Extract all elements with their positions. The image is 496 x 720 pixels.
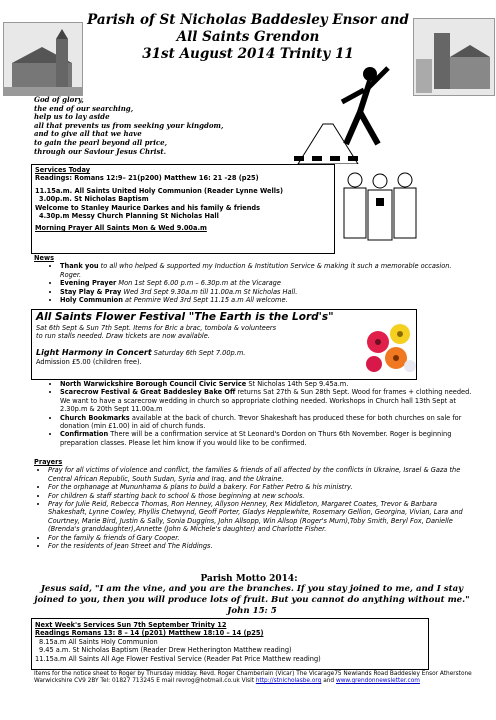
morning-prayer-line: Morning Prayer All Saints Mon & Wed 9.00a.m [35,224,207,233]
next-week-services-box [31,618,429,670]
next-week-line: 11.15a.m All Saints All Age Flower Festival Service (Reader Pat Price Matthew reading) [35,654,321,663]
news-item-text: returns Sat 27th & Sun 28th Sept. Wood for frames + clothing needed. We want to have a scarecrow wedding in church so appropriate clothing needed. Workshops in Church hall 13th Sept at 2.30p.m & 20th Sept 11.00a.m [60,388,472,414]
prayer-item: • For the orphanage at Mununhama & plans to build a bakery. For Father Petro & his ministry. [48,483,478,491]
news-item-title: Stay Play & Pray [60,287,122,296]
news-item [60,279,474,287]
next-week-readings: Readings Romans 13: 8 – 14 (p201) Matthew 18:10 – 14 (p25) [35,629,264,638]
footer-and: and [321,678,336,685]
news-item [60,296,474,304]
news-item-title: Confirmation [60,430,109,439]
stnicholas-link[interactable]: http://stnicholasbe.org [255,678,322,685]
concert-line [36,348,412,358]
prayer-item: • For the residents of Jean Street and The Riddings. [48,542,478,550]
news-item-text: There will be a confirmation service at St Leonard's Dordon on Thurs 6th November. Roger is beginning preparation classes. Please let him know if you would like to be confirmed. [60,430,452,447]
flowers-illustration [360,320,420,378]
flower-festival-title: All Saints Flower Festival "The Earth is the Lord's" [36,311,334,323]
st-nicholas-church-photo [3,22,83,96]
footer [34,671,474,686]
news-item-title: Scarecrow Festival & Great Baddesley Bake Off [60,388,236,397]
news-item-title: North Warwickshire Borough Council Civic Service [60,380,247,388]
news-item-title: Thank you [60,262,99,271]
service-line: 3.00p.m. St Nicholas Baptism [39,195,149,204]
concert-date: Saturday 6th Sept 7.00p.m. [151,348,246,357]
news-item-title: Holy Communion [60,296,123,305]
news-item-text: St Nicholas 14th Sep 9.45a.m. [246,380,349,388]
news-item-text: Wed 3rd Sept 9.30a.m till 11.00a.m St Nicholas Hall. [121,287,298,296]
footer-text: Items for the notice sheet to Roger by Thursday midday. Revd. Roger Chamberlain (Vicar) The Vicarage75 Newlands Road Baddesley Ensor Atherstone Warwickshire CV9 2BY Tel: 01827 713245 E mail revrog@hotmail.co.uk Visit [34,671,472,685]
news-item [60,414,478,431]
prayer-line: the end of our searching, [34,103,134,113]
news-section-continued [34,380,478,447]
next-week-heading: Next Week's Services Sun 7th September Trinity 12 [35,621,227,629]
motto-heading: Parish Motto 2014: [200,574,298,584]
service-line: 11.15a.m. All Saints United Holy Communion (Reader Lynne Wells) [35,186,283,195]
intro-prayer [34,96,223,156]
news-item [60,430,478,447]
prayer-line: help us to lay aside [34,112,110,122]
services-today-box [31,164,335,254]
concert-title: Light Harmony in Concert [36,347,152,357]
prayer-line: God of glory, [34,95,84,104]
service-line: Welcome to Stanley Maurice Darkes and his family & friends [35,203,261,212]
grendon-newsletter-link[interactable]: www.grendonnewsletter.com [335,678,420,685]
admission-line: Admission £5.00 (children free). [36,357,142,366]
news-item [60,288,474,296]
motto-text: Jesus said, "I am the vine, and you are the branches. If you stay joined to me, and I stay joined to you, then you will produce lots of fruit. But you cannot do anything without me." John 15: 5 [34,584,470,616]
title-line-1: Parish of St Nicholas Baddesley Ensor and [87,12,409,28]
prayer-line: all that prevents us from seeking your kingdom, [34,120,224,130]
prayers-heading: Prayers [34,458,63,466]
prayers-section [34,458,478,550]
crossroads-figure-illustration [238,64,428,164]
title-line-2: All Saints Grendon [176,29,320,45]
news-item-title: Evening Prayer [60,279,117,288]
flower-festival-line2: to run stalls needed. Draw tickets are now available. [36,332,210,341]
news-heading: News [34,254,55,262]
service-line: 4.30p.m Messy Church Planning St Nicholas Hall [39,212,219,221]
prayer-item: • Pray for all victims of violence and conflict, the families & friends of all affected by the conflicts in Ukraine, Israel & Gaza the Central African Republic, South Sudan, Syria and Iraq. and the Ukraine. [48,466,478,483]
news-item-text: Mon 1st Sept 6.00 p.m – 6.30p.m at the Vicarage [116,279,281,288]
church-illustration-left [4,23,82,95]
prayer-line: to gain the pearl beyond all price, [34,137,168,147]
news-item-text: available at the back of church. Trevor Shakeshaft has produced these for both churches on sale for donation (min £1.00) in aid of church funds. [60,413,462,431]
prayer-line: through our Saviour Jesus Christ. [34,146,167,156]
news-section [34,254,474,304]
prayer-item: • For children & staff starting back to school & those beginning at new schools. [48,492,478,500]
flower-festival-line1: Sat 6th Sept & Sun 7th Sept. Items for Bric a brac, tombola & volunteers [36,324,277,332]
news-item [60,262,474,279]
services-today-heading: Services Today [35,166,91,174]
news-item [60,380,478,388]
title-line-3: 31st August 2014 Trinity 11 [142,46,354,62]
clergy-illustration [340,168,420,244]
next-week-line: 9.45 a.m. St Nicholas Baptism (Reader Drew Hetherington Matthew reading) [39,646,292,655]
next-week-line: 8.15a.m All Saints Holy Communion [39,637,158,646]
prayer-line: and to give all that we have [34,129,142,139]
news-item [60,388,478,413]
news-item-text: to all who helped & supported my Induction & Institution Service & making it such a memorable occasion. Roger. [60,262,452,279]
prayer-item: • Pray for Julie Reid, Rebecca Thomas, Ron Henney, Allyson Henney, Rex Middleton, Margaret Coates, Trevor & Barbara Shakeshaft, Lynne Cowley, Phyllis Chetwynd, Geoff Porter, Gladys Hepplewhite, Rosemary Gellion, Georgina, Vivian, Lara and Courtney, Marie Bird, Justin & Sally, Sonia Duggins, John Allsopp, Win Allsop (Roger's Mum),Toby Smith, Beryl Fox, Danielle (Brenda's granddaughter),Annette (John & Michele's daughter) and Charlotte Fisher. [48,500,478,534]
prayer-item: • For the family & friends of Gary Cooper. [48,534,478,542]
services-today-readings: Readings: Romans 12:9– 21(p200) Matthew 16: 21 -28 (p25) [35,174,259,183]
news-item-title: Church Bookmarks [60,413,130,422]
news-item-text: at Penmire Wed 3rd Sept 11.15 a.m All welcome. [122,296,288,305]
